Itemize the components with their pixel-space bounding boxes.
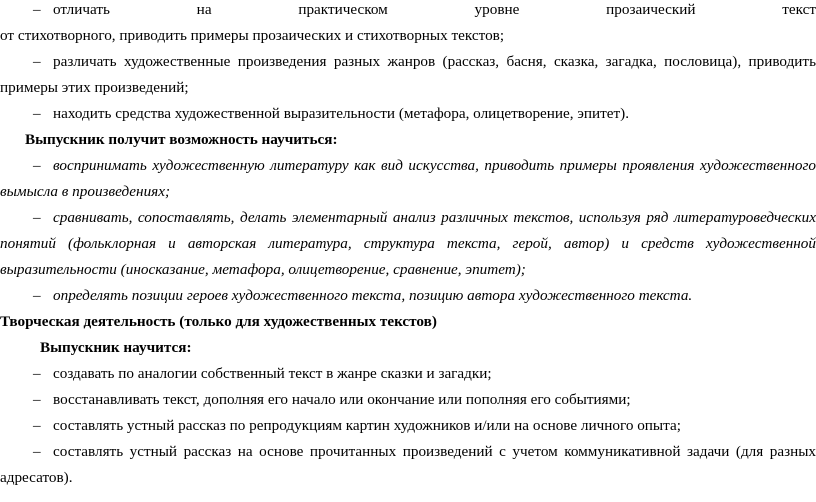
list-item bbox=[0, 442, 816, 462]
section-heading: Выпускник научится: bbox=[40, 339, 192, 356]
list-item-continuation: адресатов). bbox=[0, 469, 73, 486]
list-item-text: составлять устный рассказ на основе прочитанных произведений с учетом коммуникативной задачи (для разных bbox=[53, 443, 816, 460]
section-heading: Выпускник получит возможность научиться: bbox=[25, 131, 338, 148]
list-item bbox=[33, 390, 816, 410]
list-item-text: составлять устный рассказ по репродукциям картин художников и/или на основе личного опыта; bbox=[53, 417, 681, 434]
list-item bbox=[33, 104, 816, 124]
dash-bullet: – bbox=[33, 1, 41, 18]
list-item-text: сравнивать, сопоставлять, делать элементарный анализ различных текстов, используя ряд литературоведческих bbox=[53, 209, 816, 226]
dash-bullet: – bbox=[33, 417, 41, 434]
list-item-text: определять позиции героев художественного текста, позицию автора художественного текста. bbox=[53, 287, 693, 304]
section-title: Творческая деятельность (только для художественных текстов) bbox=[0, 313, 437, 330]
list-item-text: различать художественные произведения разных жанров (рассказ, басня, сказка, загадка, пословица), приводить bbox=[53, 53, 816, 70]
dash-bullet: – bbox=[33, 365, 41, 382]
dash-bullet: – bbox=[33, 209, 41, 226]
list-item bbox=[33, 416, 816, 436]
list-item-continuation: понятий (фольклорная и авторская литература, структура текста, герой, автор) и средств художественной bbox=[0, 235, 816, 252]
dash-bullet: – bbox=[33, 287, 41, 304]
dash-bullet: – bbox=[33, 53, 41, 70]
list-item bbox=[33, 364, 816, 384]
list-item bbox=[0, 52, 816, 72]
list-item-continuation: от стихотворного, приводить примеры прозаических и стихотворных текстов; bbox=[0, 27, 505, 44]
list-item-continuation: вымысла в произведениях; bbox=[0, 183, 171, 200]
list-item-text: находить средства художественной выразительности (метафора, олицетворение, эпитет). bbox=[53, 105, 630, 122]
list-item-text: создавать по аналогии собственный текст в жанре сказки и загадки; bbox=[53, 365, 492, 382]
dash-bullet: – bbox=[33, 105, 41, 122]
dash-bullet: – bbox=[33, 391, 41, 408]
list-item-text: воспринимать художественную литературу как вид искусства, приводить примеры проявления художественного bbox=[53, 157, 816, 174]
list-item-text: отличать на практическом уровне прозаический текст bbox=[53, 1, 816, 18]
list-item-continuation: примеры этих произведений; bbox=[0, 79, 189, 96]
list-item bbox=[0, 156, 816, 176]
list-item-text: восстанавливать текст, дополняя его начало или окончание или пополняя его событиями; bbox=[53, 391, 631, 408]
list-item-continuation: выразительности (иносказание, метафора, олицетворение, сравнение, эпитет); bbox=[0, 261, 526, 278]
dash-bullet: – bbox=[33, 157, 41, 174]
dash-bullet: – bbox=[33, 443, 41, 460]
list-item bbox=[0, 208, 816, 228]
list-item bbox=[0, 0, 816, 20]
list-item bbox=[33, 286, 816, 306]
